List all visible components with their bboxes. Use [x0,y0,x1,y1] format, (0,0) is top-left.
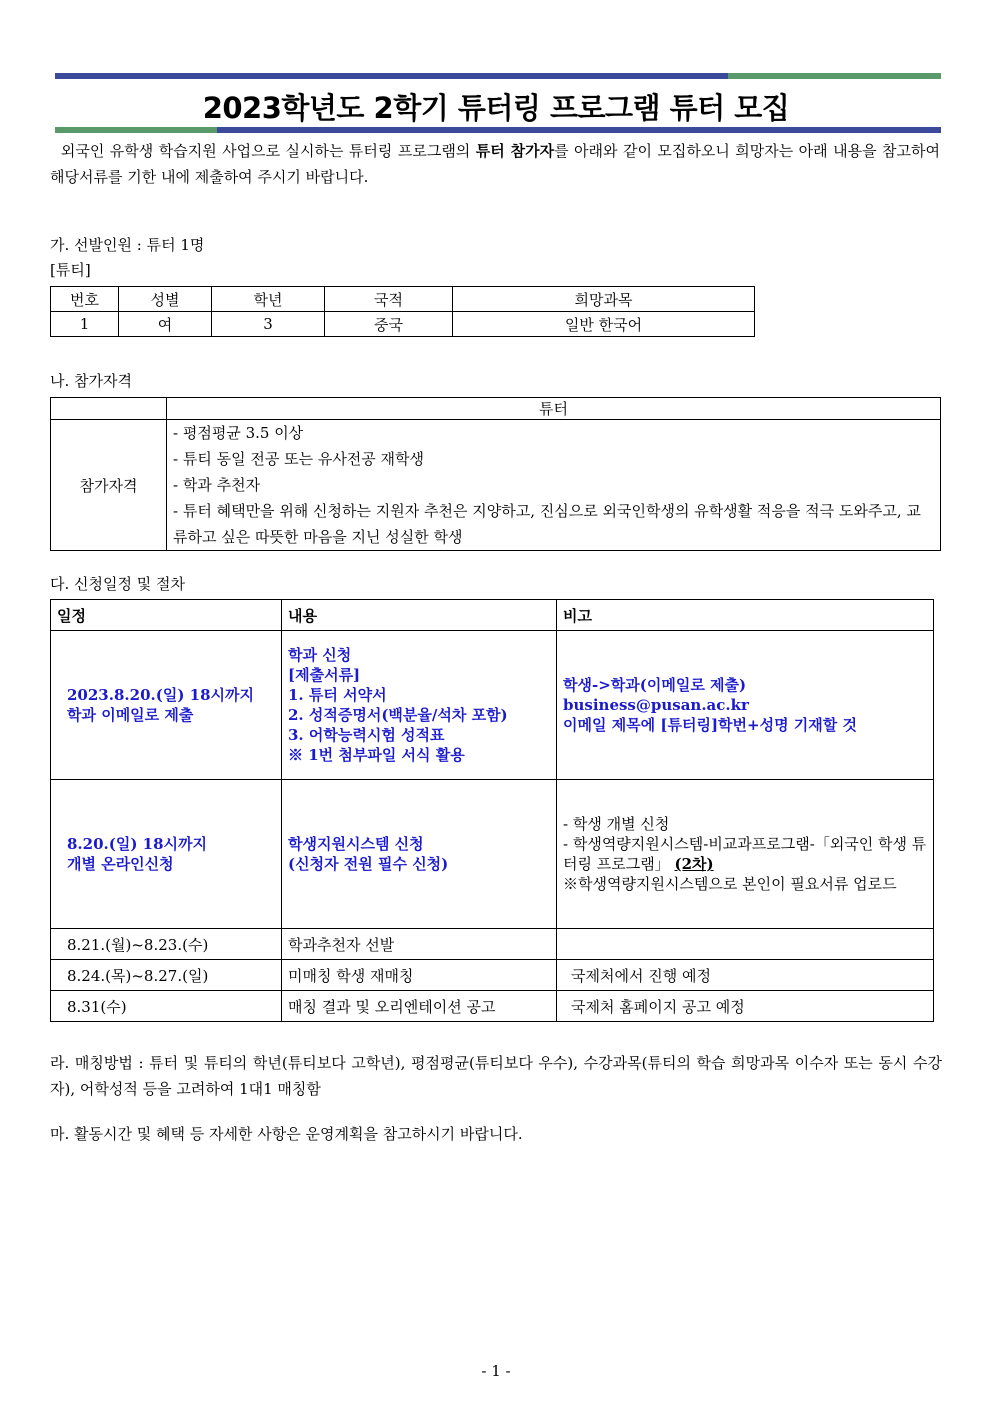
criteria-item: - 평점평균 3.5 이상 [173,424,304,442]
schedule-cell [51,780,282,929]
criteria-item: - 학과 추천자 [173,476,261,494]
header-cell: 국적 [325,287,453,312]
criteria-item: - 튜티 동일 전공 또는 유사전공 재학생 [173,450,425,468]
content-line: 2. 성적증명서(백분율/석차 포함) [288,706,508,724]
table-header-row [51,600,934,631]
table-cell: 중국 [325,312,453,337]
bottom-bar-green [55,127,217,133]
schedule-cell [51,631,282,780]
content-cell [282,780,557,929]
intro-bold: 튜터 참가자 [475,142,555,160]
content-cell [282,631,557,780]
header-cell: 일정 [51,600,282,631]
note-line: 학생->학과(이메일로 제출) [563,676,747,694]
content-cell: 학과추천자 선발 [282,929,557,960]
intro-text-2: 를 아래와 같이 모집하오니 희망자는 아래 내용을 참고하여 해당서류를 기한 내에 제출하여 주시기 바랍니다. [50,142,940,186]
note-cell: 국제처 홈페이지 공고 예정 [557,991,934,1022]
content-line: [제출서류] [288,666,361,684]
schedule-cell: 8.24.(목)~8.27.(일) [51,960,282,991]
bottom-bar-blue [217,127,941,133]
note-cell [557,631,934,780]
page-title: 2023학년도 2학기 튜터링 프로그램 튜터 모집 [202,91,790,125]
email-link[interactable]: business@pusan.ac.kr [563,696,749,714]
table-row [51,312,755,337]
content-line: 학생지원시스템 신청 [288,835,424,853]
schedule-line: 2023.8.20.(일) 18시까지 [67,686,254,704]
note-text: - 학생역량지원시스템-비교과프로그램-「외국인 학생 튜터링 프로그램」 [563,835,927,873]
schedule-cell: 8.31(수) [51,991,282,1022]
criteria-cell [167,420,941,551]
table-header-row [51,398,941,420]
content-line: 학과 신청 [288,646,352,664]
content-line: (신청자 전원 필수 신청) [288,855,449,873]
note-line [563,834,927,874]
criteria-item: - 튜터 혜택만을 위해 신청하는 지원자 추천은 지양하고, 진심으로 외국인학생의 유학생활 적응을 적극 도와주고, 교류하고 싶은 따뜻한 마음을 지닌 성실한 학생 [173,502,921,546]
header-cell: 비고 [557,600,934,631]
eligibility-table [50,397,941,551]
header-cell: 번호 [51,287,119,312]
schedule-line: 개별 온라인신청 [67,855,174,873]
table-row [51,631,934,780]
schedule-line: 학과 이메일로 제출 [67,706,194,724]
header-cell: 학년 [212,287,325,312]
table-row [51,929,934,960]
section-ma-paragraph: 마. 활동시간 및 혜택 등 자세한 사항은 운영계획을 참고하시기 바랍니다. [50,1125,523,1143]
note-line: ※학생역량지원시스템으로 본인이 필요서류 업로드 [563,875,897,893]
note-emphasis: (2차) [674,855,714,873]
section-ga-subheading: [튜티] [50,261,91,279]
content-line: 1. 튜터 서약서 [288,686,387,704]
table-row [51,960,934,991]
empty-cell [51,398,167,420]
schedule-line: 8.20.(일) 18시까지 [67,835,208,853]
content-cell: 매칭 결과 및 오리엔테이션 공고 [282,991,557,1022]
table-header-row [51,287,755,312]
table-row [51,991,934,1022]
header-cell: 내용 [282,600,557,631]
schedule-cell: 8.21.(월)~8.23.(수) [51,929,282,960]
content-line: ※ 1번 첨부파일 서식 활용 [288,746,465,764]
header-cell: 성별 [119,287,212,312]
note-cell [557,929,934,960]
page-number: - 1 - [481,1362,511,1380]
header-cell: 희망과목 [453,287,755,312]
table-row [51,420,941,551]
row-label: 참가자격 [51,420,167,551]
top-bar-blue [55,73,728,79]
content-line: 3. 어학능력시험 성적표 [288,726,445,744]
note-cell: 국제처에서 진행 예정 [557,960,934,991]
section-ra-paragraph: 라. 매칭방법 : 튜터 및 튜티의 학년(튜티보다 고학년), 평점평균(튜티보다 우수), 수강과목(튜티의 학습 희망과목 이수자 또는 동시 수강자), 어학성적 등을 고려하여 1대1 매칭함 [50,1054,942,1098]
content-cell: 미매칭 학생 재매칭 [282,960,557,991]
table-row [51,780,934,929]
table-cell: 여 [119,312,212,337]
schedule-table [50,599,934,1022]
section-na-heading: 나. 참가자격 [50,372,132,390]
top-bar-green [728,73,941,79]
note-line: 이메일 제목에 [튜터링]학번+성명 기재할 것 [563,716,857,734]
tutee-table [50,286,755,337]
note-line: - 학생 개별 신청 [563,815,670,833]
intro-paragraph [50,138,940,190]
table-cell: 1 [51,312,119,337]
intro-text-1: 외국인 유학생 학습지원 사업으로 실시하는 튜터링 프로그램의 [60,142,476,160]
note-cell [557,780,934,929]
section-ga-heading: 가. 선발인원 : 튜터 1명 [50,236,205,254]
section-da-heading: 다. 신청일정 및 절차 [50,575,185,593]
table-cell: 일반 한국어 [453,312,755,337]
table-cell: 3 [212,312,325,337]
header-cell: 튜터 [167,398,941,420]
